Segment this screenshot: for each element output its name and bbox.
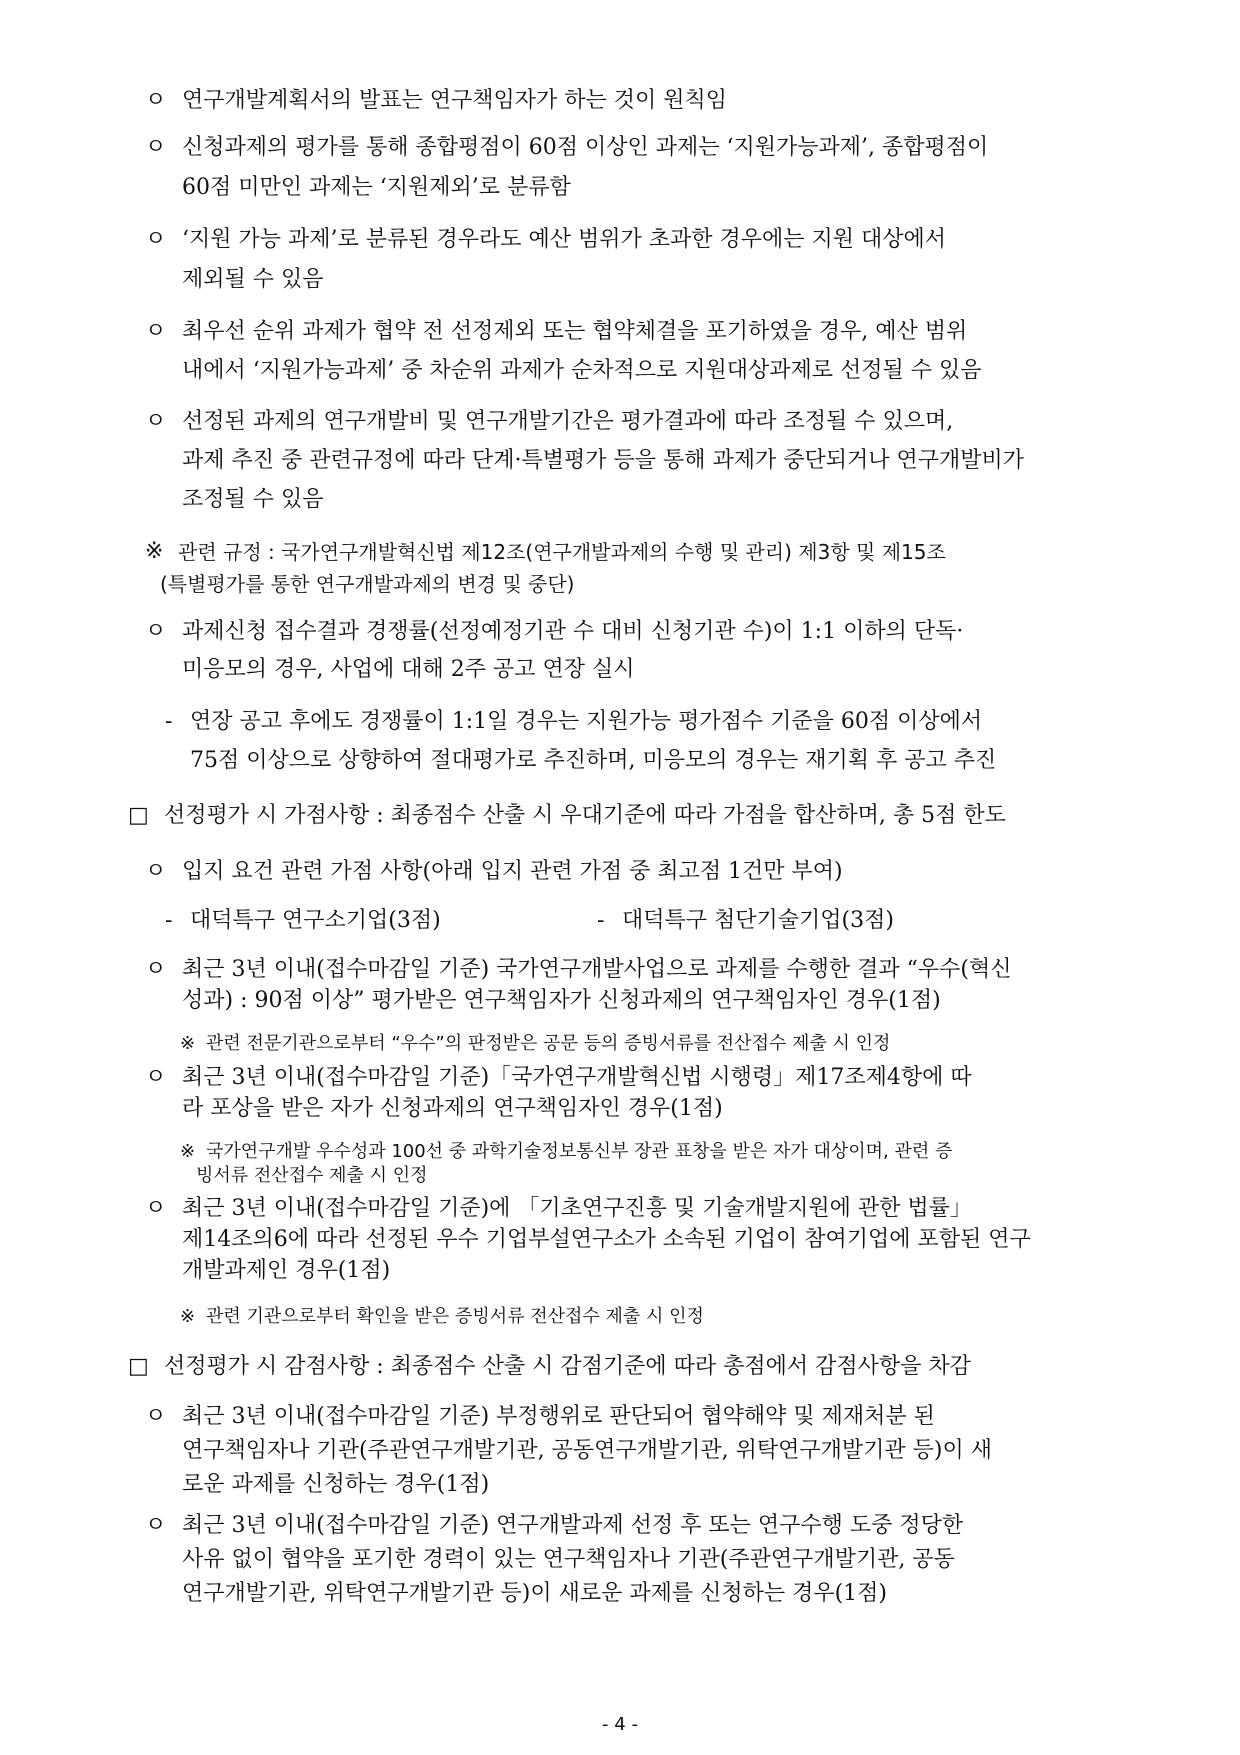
item-16-line-2: 개발과제인 경우(1점) — [182, 1258, 391, 1283]
item-13-marker: ※ — [180, 1033, 196, 1054]
item-5-line-1: (특별평가를 통한 연구개발과제의 변경 및 중단) — [160, 572, 575, 596]
item-12-marker: ㅇ — [145, 957, 167, 982]
item-6-line-1: 미응모의 경우, 사업에 대해 2주 공고 연장 실시 — [182, 657, 635, 682]
item-2-line-1: 제외될 수 있음 — [182, 267, 324, 292]
item-5-marker: ※ — [145, 539, 164, 564]
item-6-marker: ㅇ — [145, 619, 167, 644]
item-8-line-0: 선정평가 시 가점사항 : 최종점수 산출 시 우대기준에 따라 가점을 합산하며, 총 5점 한도 — [164, 803, 1006, 828]
item-14-line-1: 라 포상을 받은 자가 신청과제의 연구책임자인 경우(1점) — [182, 1096, 723, 1121]
item-14-marker: ㅇ — [145, 1065, 167, 1090]
item-19-line-0: 최근 3년 이내(접수마감일 기준) 부정행위로 판단되어 협약해약 및 제재처분 된 — [182, 1404, 935, 1429]
page-number: - 4 - — [602, 1714, 638, 1735]
item-16-marker: ㅇ — [145, 1196, 167, 1221]
item-18-marker: □ — [128, 1354, 149, 1379]
item-20-line-1: 사유 없이 협약을 포기한 경력이 있는 연구책임자나 기관(주관연구개발기관, 공동 — [182, 1547, 955, 1572]
item-4-line-2: 조정될 수 있음 — [182, 487, 324, 512]
item-7-line-0: 연장 공고 후에도 경쟁률이 1:1일 경우는 지원가능 평가점수 기준을 60점 이상에서 — [190, 709, 983, 734]
item-13-line-0: 관련 전문기관으로부터 “우수”의 판정받은 공문 등의 증빙서류를 전산접수 제출 시 인정 — [206, 1033, 891, 1054]
item-20-line-0: 최근 3년 이내(접수마감일 기준) 연구개발과제 선정 후 또는 연구수행 도중 정당한 — [182, 1513, 964, 1538]
item-15-line-1: 빙서류 전산접수 제출 시 인정 — [196, 1165, 428, 1186]
item-20-line-2: 연구개발기관, 위탁연구개발기관 등)이 새로운 과제를 신청하는 경우(1점) — [182, 1581, 888, 1606]
item-16-line-1: 제14조의6에 따라 선정된 우수 기업부설연구소가 소속된 기업이 참여기업에 포함된 연구 — [182, 1227, 1031, 1252]
item-12-line-1: 성과) : 90점 이상” 평가받은 연구책임자가 신청과제의 연구책임자인 경우(1점) — [182, 988, 941, 1013]
item-0-marker: ㅇ — [145, 88, 167, 113]
item-4-line-1: 과제 추진 중 관련규정에 따라 단계·특별평가 등을 통해 과제가 중단되거나 연구개발비가 — [182, 448, 1024, 473]
item-4-marker: ㅇ — [145, 409, 167, 434]
item-17-line-0: 관련 기관으로부터 확인을 받은 증빙서류 전산접수 제출 시 인정 — [206, 1306, 704, 1327]
item-5-line-0: 관련 규정 : 국가연구개발혁신법 제12조(연구개발과제의 수행 및 관리) 제3항 및 제15조 — [178, 540, 946, 564]
item-17-marker: ※ — [180, 1306, 196, 1327]
item-9-line-0: 입지 요건 관련 가점 사항(아래 입지 관련 가점 중 최고점 1건만 부여) — [182, 859, 843, 884]
item-9-marker: ㅇ — [145, 859, 167, 884]
item-6-line-0: 과제신청 접수결과 경쟁률(선정예정기관 수 대비 신청기관 수)이 1:1 이하의 단독· — [182, 619, 964, 644]
item-15-marker: ※ — [180, 1141, 196, 1162]
item-8-marker: □ — [128, 803, 149, 828]
item-11-marker: - — [597, 908, 605, 933]
item-15-line-0: 국가연구개발 우수성과 100선 중 과학기술정보통신부 장관 표창을 받은 자가 대상이며, 관련 증 — [206, 1141, 953, 1162]
item-2-marker: ㅇ — [145, 227, 167, 252]
item-12-line-0: 최근 3년 이내(접수마감일 기준) 국가연구개발사업으로 과제를 수행한 결과 “우수(혁신 — [182, 957, 1012, 982]
item-3-line-1: 내에서 ‘지원가능과제’ 중 차순위 과제가 순차적으로 지원대상과제로 선정될 수 있음 — [182, 358, 982, 383]
item-20-marker: ㅇ — [145, 1513, 167, 1538]
item-1-line-1: 60점 미만인 과제는 ‘지원제외’로 분류함 — [182, 175, 571, 200]
item-4-line-0: 선정된 과제의 연구개발비 및 연구개발기간은 평가결과에 따라 조정될 수 있으며, — [182, 409, 954, 434]
item-19-line-1: 연구책임자나 기관(주관연구개발기관, 공동연구개발기관, 위탁연구개발기관 등)이 새 — [182, 1438, 992, 1463]
item-3-line-0: 최우선 순위 과제가 협약 전 선정제외 또는 협약체결을 포기하였을 경우, 예산 범위 — [182, 319, 968, 344]
item-16-line-0: 최근 3년 이내(접수마감일 기준)에 「기초연구진흥 및 기술개발지원에 관한 법률」 — [182, 1196, 972, 1221]
item-19-marker: ㅇ — [145, 1404, 167, 1429]
item-0-line-0: 연구개발계획서의 발표는 연구책임자가 하는 것이 원칙임 — [182, 88, 728, 113]
item-2-line-0: ‘지원 가능 과제’로 분류된 경우라도 예산 범위가 초과한 경우에는 지원 대상에서 — [182, 227, 946, 252]
item-11-line-0: 대덕특구 첨단기술기업(3점) — [622, 908, 894, 933]
item-10-marker: - — [165, 908, 173, 933]
item-19-line-2: 로운 과제를 신청하는 경우(1점) — [182, 1472, 490, 1497]
item-14-line-0: 최근 3년 이내(접수마감일 기준)「국가연구개발혁신법 시행령」제17조제4항에 따 — [182, 1065, 972, 1090]
item-10-line-0: 대덕특구 연구소기업(3점) — [190, 908, 441, 933]
item-18-line-0: 선정평가 시 감점사항 : 최종점수 산출 시 감점기준에 따라 총점에서 감점사항을 차감 — [164, 1354, 971, 1379]
item-7-line-1: 75점 이상으로 상향하여 절대평가로 추진하며, 미응모의 경우는 재기획 후 공고 추진 — [190, 748, 997, 773]
item-1-marker: ㅇ — [145, 135, 167, 160]
item-7-marker: - — [165, 709, 173, 734]
item-3-marker: ㅇ — [145, 319, 167, 344]
item-1-line-0: 신청과제의 평가를 통해 종합평점이 60점 이상인 과제는 ‘지원가능과제’, 종합평점이 — [182, 135, 989, 160]
